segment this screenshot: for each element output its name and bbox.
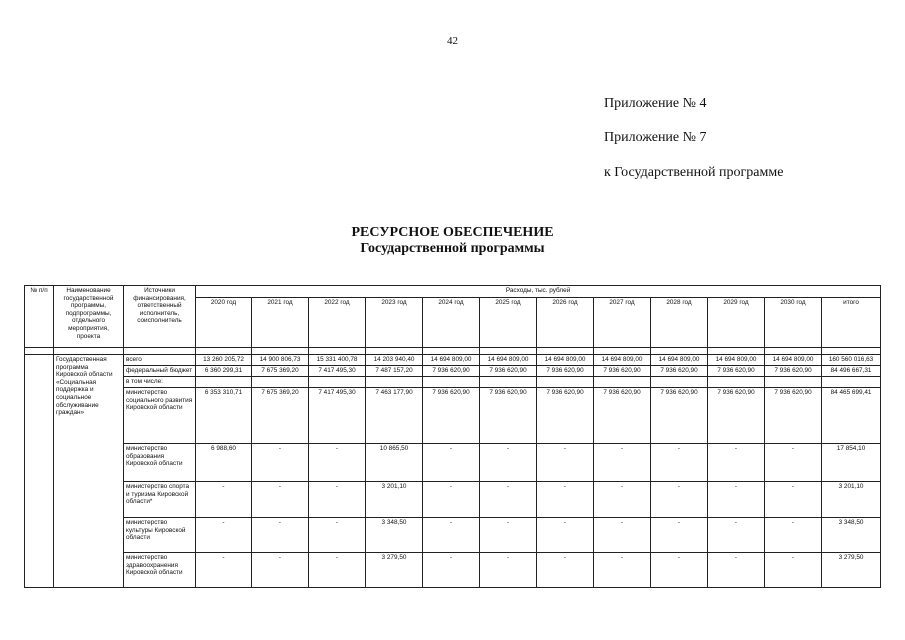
total-cell: 160 560 016,63 bbox=[822, 355, 881, 366]
header-year: 2029 год bbox=[708, 298, 765, 348]
value-cell bbox=[537, 377, 594, 388]
value-cell: 14 694 809,00 bbox=[537, 355, 594, 366]
value-cell: - bbox=[196, 518, 252, 553]
table-row bbox=[25, 355, 881, 366]
value-cell: - bbox=[423, 553, 480, 588]
value-cell: 14 203 940,40 bbox=[366, 355, 423, 366]
value-cell: - bbox=[252, 482, 309, 518]
source-cell: всего bbox=[124, 355, 196, 366]
value-cell: - bbox=[708, 444, 765, 482]
value-cell: 7 936 620,90 bbox=[651, 388, 708, 444]
source-cell: министерство образования Кировской области bbox=[124, 444, 196, 482]
total-cell bbox=[822, 377, 881, 388]
value-cell: 14 694 809,00 bbox=[765, 355, 822, 366]
value-cell: 13 260 205,72 bbox=[196, 355, 252, 366]
header-year: 2022 год bbox=[309, 298, 366, 348]
title-line-1: РЕСУРСНОЕ ОБЕСПЕЧЕНИЕ bbox=[351, 225, 554, 240]
value-cell: - bbox=[651, 482, 708, 518]
header-year: 2020 год bbox=[196, 298, 252, 348]
value-cell: - bbox=[309, 444, 366, 482]
value-cell: - bbox=[708, 518, 765, 553]
total-cell: 84 496 667,31 bbox=[822, 366, 881, 377]
resource-table bbox=[24, 285, 881, 588]
header-expenses: Расходы, тыс. рублей bbox=[196, 286, 881, 298]
value-cell: 3 201,10 bbox=[366, 482, 423, 518]
source-cell: министерство культуры Кировской области bbox=[124, 518, 196, 553]
value-cell: - bbox=[196, 553, 252, 588]
appendix-line-2: Приложение № 7 bbox=[604, 130, 707, 145]
value-cell bbox=[765, 377, 822, 388]
header-num: № п/п bbox=[25, 286, 54, 348]
total-cell: 3 279,50 bbox=[822, 553, 881, 588]
total-cell: 84 465 699,41 bbox=[822, 388, 881, 444]
row-number-cell bbox=[25, 355, 54, 588]
value-cell: - bbox=[594, 518, 651, 553]
header-source: Источники финансирования, ответственный исполнитель, соисполнитель bbox=[124, 286, 196, 348]
page-number: 42 bbox=[447, 35, 458, 47]
value-cell bbox=[309, 377, 366, 388]
value-cell: 6 360 299,31 bbox=[196, 366, 252, 377]
value-cell: - bbox=[537, 553, 594, 588]
value-cell: - bbox=[537, 518, 594, 553]
table-row bbox=[25, 518, 881, 553]
value-cell: 7 936 620,90 bbox=[651, 366, 708, 377]
value-cell: - bbox=[423, 482, 480, 518]
value-cell: - bbox=[309, 553, 366, 588]
value-cell bbox=[423, 377, 480, 388]
header-year: 2027 год bbox=[594, 298, 651, 348]
value-cell: 15 331 400,78 bbox=[309, 355, 366, 366]
table-row bbox=[25, 553, 881, 588]
value-cell bbox=[252, 377, 309, 388]
value-cell: 7 675 369,20 bbox=[252, 366, 309, 377]
value-cell: 7 936 620,90 bbox=[480, 388, 537, 444]
value-cell: 7 463 177,90 bbox=[366, 388, 423, 444]
value-cell: - bbox=[765, 553, 822, 588]
value-cell: - bbox=[765, 444, 822, 482]
value-cell: 3 348,50 bbox=[366, 518, 423, 553]
source-cell: в том числе: bbox=[124, 377, 196, 388]
title-line-2: Государственной программы bbox=[360, 241, 545, 256]
value-cell: - bbox=[651, 444, 708, 482]
value-cell: - bbox=[537, 482, 594, 518]
total-cell: 17 854,10 bbox=[822, 444, 881, 482]
value-cell: 7 675 369,20 bbox=[252, 388, 309, 444]
value-cell: - bbox=[594, 482, 651, 518]
value-cell: 7 936 620,90 bbox=[708, 366, 765, 377]
value-cell: - bbox=[594, 444, 651, 482]
header-total: итого bbox=[822, 298, 881, 348]
value-cell: 7 936 620,90 bbox=[594, 388, 651, 444]
value-cell: 14 694 809,00 bbox=[423, 355, 480, 366]
value-cell: 7 936 620,90 bbox=[480, 366, 537, 377]
appendix-line-3: к Государственной программе bbox=[604, 165, 784, 180]
value-cell: 14 694 809,00 bbox=[708, 355, 765, 366]
value-cell: - bbox=[252, 553, 309, 588]
value-cell: - bbox=[480, 444, 537, 482]
header-name: Наименование государственной программы, подпрограммы, отдельного мероприятия, проекта bbox=[54, 286, 124, 348]
value-cell: - bbox=[594, 553, 651, 588]
value-cell: 3 279,50 bbox=[366, 553, 423, 588]
value-cell: - bbox=[252, 444, 309, 482]
value-cell: 14 694 809,00 bbox=[651, 355, 708, 366]
header-year: 2023 год bbox=[366, 298, 423, 348]
value-cell: - bbox=[309, 518, 366, 553]
table-row bbox=[25, 444, 881, 482]
value-cell: 7 936 620,90 bbox=[537, 388, 594, 444]
header-year: 2030 год bbox=[765, 298, 822, 348]
value-cell: 7 936 620,90 bbox=[594, 366, 651, 377]
value-cell: 14 900 806,73 bbox=[252, 355, 309, 366]
value-cell: 7 417 495,30 bbox=[309, 388, 366, 444]
value-cell: - bbox=[196, 482, 252, 518]
table-row bbox=[25, 366, 881, 377]
value-cell: 10 865,50 bbox=[366, 444, 423, 482]
value-cell: - bbox=[765, 518, 822, 553]
value-cell: 7 936 620,90 bbox=[537, 366, 594, 377]
total-cell: 3 201,10 bbox=[822, 482, 881, 518]
value-cell bbox=[196, 377, 252, 388]
table-row bbox=[25, 377, 881, 388]
header-year: 2025 год bbox=[480, 298, 537, 348]
source-cell: федеральный бюджет bbox=[124, 366, 196, 377]
value-cell: 7 936 620,90 bbox=[423, 388, 480, 444]
value-cell: 7 417 495,30 bbox=[309, 366, 366, 377]
header-year: 2026 год bbox=[537, 298, 594, 348]
value-cell: - bbox=[765, 482, 822, 518]
value-cell: - bbox=[423, 444, 480, 482]
value-cell bbox=[708, 377, 765, 388]
document-title bbox=[0, 225, 905, 257]
value-cell bbox=[594, 377, 651, 388]
value-cell: - bbox=[480, 482, 537, 518]
value-cell: - bbox=[480, 553, 537, 588]
value-cell: - bbox=[708, 482, 765, 518]
value-cell: 7 487 157,20 bbox=[366, 366, 423, 377]
value-cell: - bbox=[252, 518, 309, 553]
separator-row bbox=[25, 348, 881, 355]
value-cell bbox=[366, 377, 423, 388]
value-cell: - bbox=[651, 553, 708, 588]
value-cell: 6 353 310,71 bbox=[196, 388, 252, 444]
value-cell: 14 694 809,00 bbox=[594, 355, 651, 366]
appendix-line-1: Приложение № 4 bbox=[604, 96, 707, 111]
value-cell: 7 936 620,90 bbox=[765, 366, 822, 377]
value-cell: 14 694 809,00 bbox=[480, 355, 537, 366]
table-row bbox=[25, 482, 881, 518]
header-year: 2028 год bbox=[651, 298, 708, 348]
source-cell: министерство здравоохранения Кировской области bbox=[124, 553, 196, 588]
total-cell: 3 348,50 bbox=[822, 518, 881, 553]
program-name: Государственная программа Кировской области «Социальная поддержка и социальное обслуживание граждан» bbox=[54, 355, 124, 588]
value-cell: - bbox=[708, 553, 765, 588]
header-year: 2021 год bbox=[252, 298, 309, 348]
value-cell: 7 936 620,90 bbox=[765, 388, 822, 444]
value-cell: - bbox=[537, 444, 594, 482]
value-cell: - bbox=[480, 518, 537, 553]
value-cell: 7 936 620,90 bbox=[708, 388, 765, 444]
value-cell: - bbox=[651, 518, 708, 553]
value-cell bbox=[480, 377, 537, 388]
source-cell: министерство спорта и туризма Кировской области* bbox=[124, 482, 196, 518]
value-cell: - bbox=[309, 482, 366, 518]
value-cell: 7 936 620,90 bbox=[423, 366, 480, 377]
value-cell: - bbox=[423, 518, 480, 553]
value-cell bbox=[651, 377, 708, 388]
header-year: 2024 год bbox=[423, 298, 480, 348]
value-cell: 6 988,60 bbox=[196, 444, 252, 482]
source-cell: министерство социального развития Кировской области bbox=[124, 388, 196, 444]
table-row bbox=[25, 388, 881, 444]
